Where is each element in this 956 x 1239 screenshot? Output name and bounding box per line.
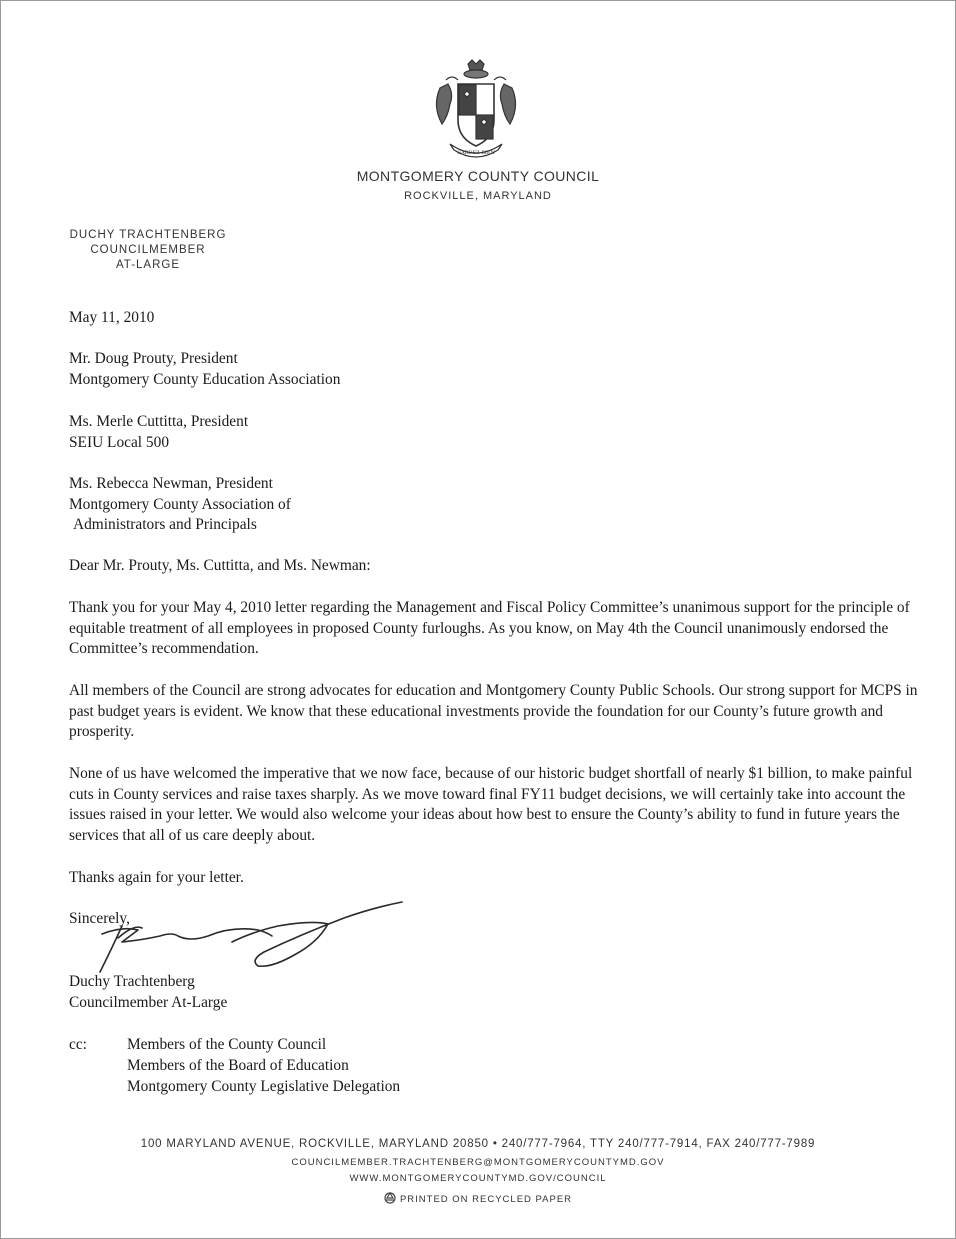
body-paragraph: Thank you for your May 4, 2010 letter regarding the Management and Fiscal Policy Committee’s unanimous support for the principle of equitable treatment of all employees in proposed County furloughs. As you know, on May 4th the Council unanimously endorsed the Committee’s recommendation. (69, 599, 910, 657)
recipient-organization: SEIU Local 500 (69, 433, 170, 451)
cc-recipient: Members of the County Council (127, 1036, 327, 1053)
signer-name: Duchy Trachtenberg (69, 973, 195, 990)
sender-name: DUCHY TRACHTENBERG (69, 229, 227, 241)
recycled-note-text: PRINTED ON RECYCLED PAPER (399, 1194, 573, 1205)
thanks-line: Thanks again for your letter. (69, 869, 244, 886)
sender-block (40, 228, 256, 273)
recycle-icon (384, 1192, 396, 1204)
recipient-name: Ms. Rebecca Newman, President (69, 475, 273, 492)
recipient-organization-cont: Administrators and Principals (73, 516, 257, 533)
body-paragraph: None of us have welcomed the imperative that we now face, because of our historic budget shortfall of nearly $1 billion, to make painful cuts in County services and raise taxes sharply. As we move toward final FY11 budget decisions, we will certainly take into account the issues raised in your letter. We would also welcome your ideas about how best to ensure the County’s ability to fund in future years the services that all of us care deeply about. (69, 765, 913, 844)
recipient-address (69, 474, 291, 536)
seal-motto: GARDEZ BIEN (457, 150, 495, 156)
footer-email: COUNCILMEMBER.TRACHTENBERG@MONTGOMERYCOUNTYMD.GOV (291, 1157, 665, 1168)
sender-district: AT-LARGE (115, 259, 181, 271)
cc-label: cc: (69, 1036, 87, 1053)
cc-recipient: Montgomery County Legislative Delegation (127, 1078, 401, 1095)
recipient-organization: Montgomery County Association of (69, 495, 291, 513)
footer-address: 100 MARYLAND AVENUE, ROCKVILLE, MARYLAND 20850 • 240/777-7964, TTY 240/777-7914, FAX 240/777-7989 (140, 1138, 816, 1150)
signer-block (69, 972, 227, 1013)
footer-website: WWW.MONTGOMERYCOUNTYMD.GOV/COUNCIL (349, 1173, 607, 1184)
cc-recipient: Members of the Board of Education (127, 1057, 349, 1074)
cc-list (127, 1034, 400, 1097)
handwritten-signature (82, 896, 412, 976)
footer-recycled-note (0, 1192, 956, 1205)
recipient-name: Mr. Doug Prouty, President (69, 350, 238, 367)
council-name: MONTGOMERY COUNTY COUNCIL (356, 168, 600, 184)
council-location: ROCKVILLE, MARYLAND (404, 190, 552, 202)
recipient-organization: Montgomery County Education Association (69, 370, 341, 388)
county-seal-icon (428, 58, 524, 162)
recipient-name: Ms. Merle Cuttitta, President (69, 413, 249, 430)
recipient-address (69, 349, 340, 390)
recipient-address (69, 412, 248, 453)
letter-date: May 11, 2010 (69, 309, 155, 326)
body-paragraph: All members of the Council are strong advocates for education and Montgomery County Public Schools. Our strong support for MCPS in past budget years is evident. We know that these educational investments provide the foundation for our County’s future growth and prosperity. (69, 682, 918, 740)
closing: Sincerely, (69, 910, 130, 927)
sender-title: COUNCILMEMBER (90, 244, 206, 256)
signer-title: Councilmember At-Large (69, 993, 228, 1011)
salutation: Dear Mr. Prouty, Ms. Cuttitta, and Ms. Newman: (69, 557, 371, 574)
